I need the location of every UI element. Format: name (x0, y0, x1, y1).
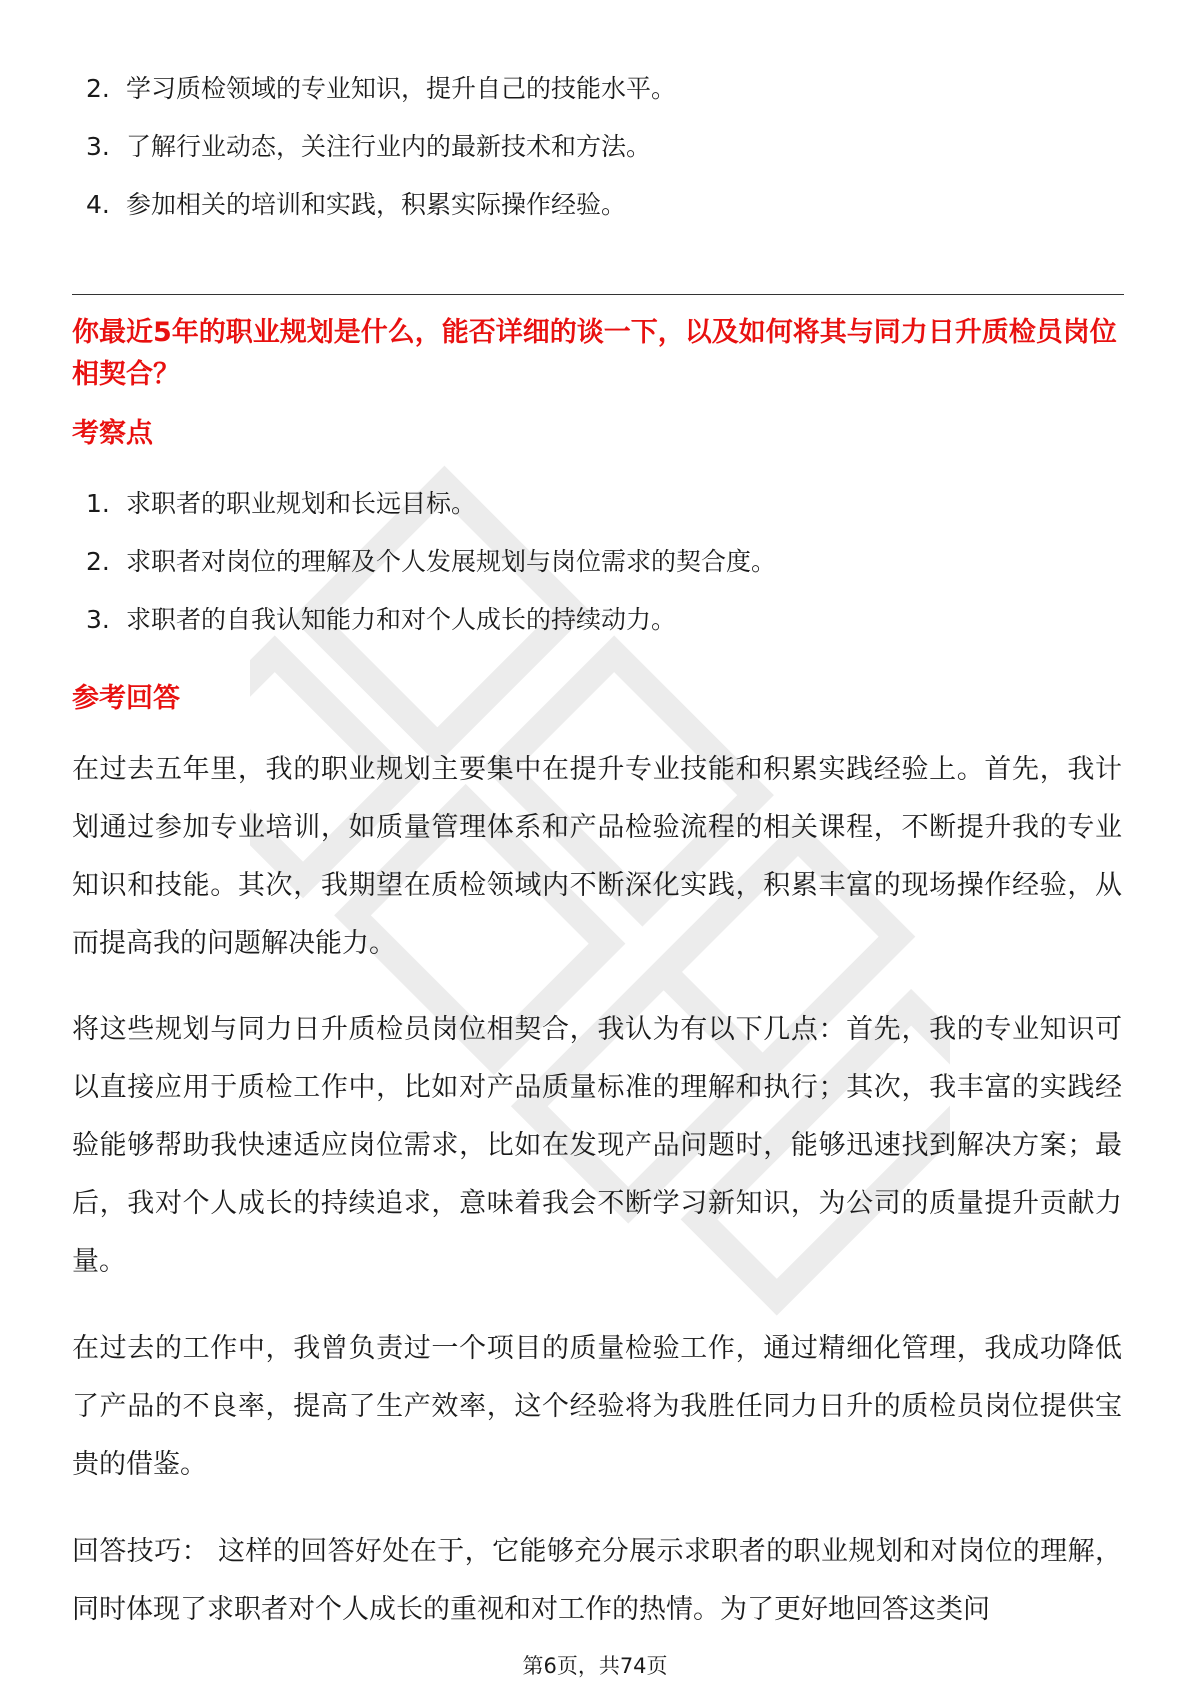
question-heading: 你最近5年的职业规划是什么，能否详细的谈一下，以及如何将其与同力日升质检员岗位相契合？ (72, 317, 1117, 390)
list-item: 1. 求职者的职业规划和长远目标。 (86, 489, 477, 518)
list-item: 2. 求职者对岗位的理解及个人发展规划与岗位需求的契合度。 (86, 547, 777, 576)
focus-list (86, 475, 1126, 649)
answer-label: 参考回答 (72, 683, 180, 714)
answer-paragraph: 在过去五年里，我的职业规划主要集中在提升专业技能和积累实践经验上。首先，我计划通过参加专业培训，如质量管理体系和产品检验流程的相关课程，不断提升我的专业知识和技能。其次，我期望在质检领域内不断深化实践，积累丰富的现场操作经验，从而提高我的问题解决能力。 (72, 754, 1122, 959)
tips-paragraph: 回答技巧： 这样的回答好处在于，它能够充分展示求职者的职业规划和对岗位的理解，同时体现了求职者对个人成长的重视和对工作的热情。为了更好地回答这类问 (72, 1536, 1122, 1625)
page-number: 第6页，共74页 (522, 1654, 668, 1678)
list-item: 4. 参加相关的培训和实践，积累实际操作经验。 (86, 190, 627, 219)
list-item: 2. 学习质检领域的专业知识，提升自己的技能水平。 (86, 74, 677, 103)
list-item: 3. 求职者的自我认知能力和对个人成长的持续动力。 (86, 605, 677, 634)
answer-paragraph: 将这些规划与同力日升质检员岗位相契合，我认为有以下几点：首先，我的专业知识可以直接应用于质检工作中，比如对产品质量标准的理解和执行；其次，我丰富的实践经验能够帮助我快速适应岗位需求，比如在发现产品问题时，能够迅速找到解决方案；最后，我对个人成长的持续追求，意味着我会不断学习新知识，为公司的质量提升贡献力量。 (72, 1014, 1122, 1277)
intro-list (86, 60, 1126, 234)
section-divider (72, 294, 1124, 295)
focus-label: 考察点 (72, 418, 153, 449)
answer-paragraph: 在过去的工作中，我曾负责过一个项目的质量检验工作，通过精细化管理，我成功降低了产品的不良率，提高了生产效率，这个经验将为我胜任同力日升的质检员岗位提供宝贵的借鉴。 (72, 1333, 1122, 1480)
list-item: 3. 了解行业动态，关注行业内的最新技术和方法。 (86, 132, 652, 161)
